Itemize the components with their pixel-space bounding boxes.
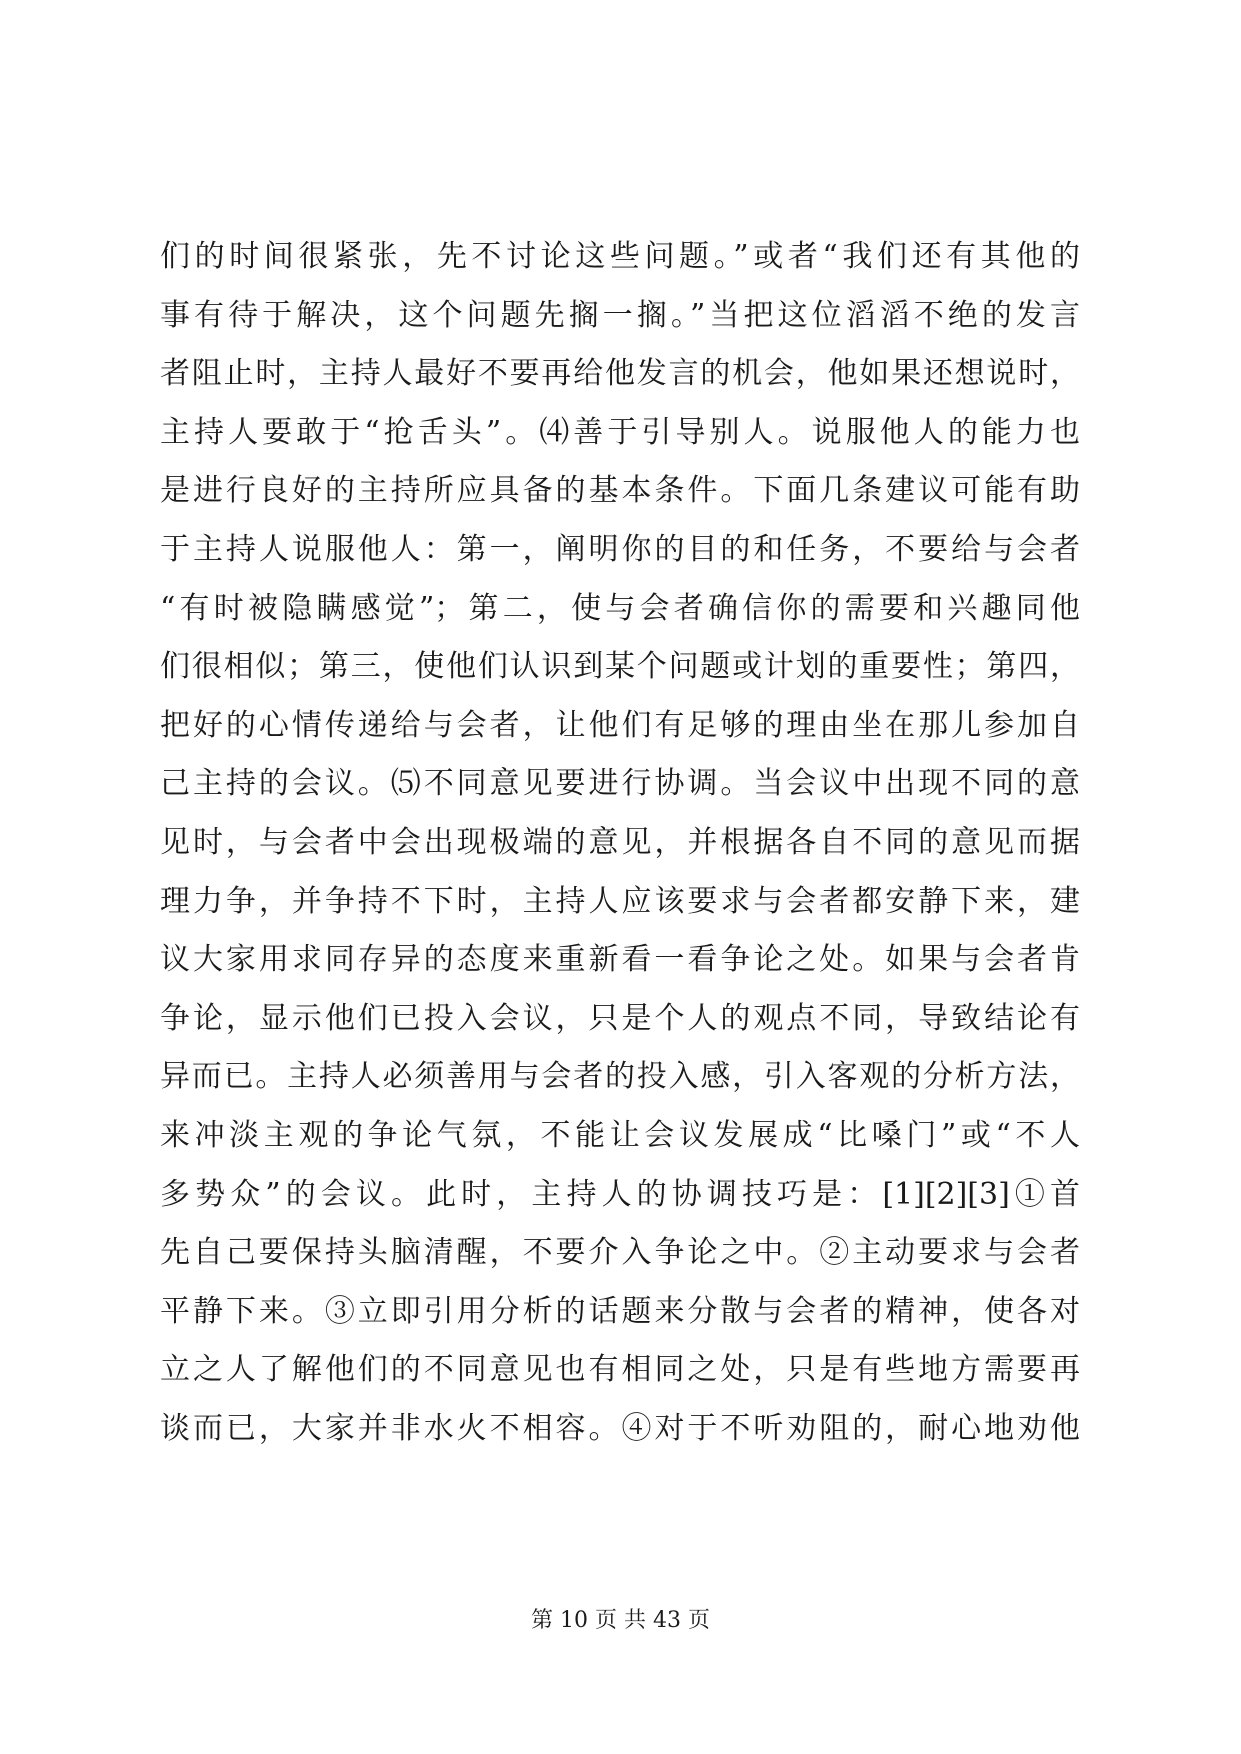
- text-line: 事有待于解决，这个问题先搁一搁。”当把这位滔滔不绝的发言: [160, 297, 1080, 333]
- text-line: 议大家用求同存异的态度来重新看一看争论之处。如果与会者肯: [160, 942, 1080, 978]
- text-line: 先自己要保持头脑清醒，不要介入争论之中。②主动要求与会者: [160, 1235, 1080, 1271]
- text-line: 见时，与会者中会出现极端的意见，并根据各自不同的意见而据: [160, 824, 1080, 860]
- text-line: 于主持人说服他人：第一，阐明你的目的和任务，不要给与会者: [160, 531, 1080, 567]
- text-line: 把好的心情传递给与会者，让他们有足够的理由坐在那儿参加自: [160, 707, 1080, 743]
- body-text: [160, 228, 1080, 1458]
- text-line: 是进行良好的主持所应具备的基本条件。下面几条建议可能有助: [160, 473, 1080, 509]
- text-line: 主持人要敢于“抢舌头”。⑷善于引导别人。说服他人的能力也: [160, 414, 1080, 450]
- text-line: 者阻止时，主持人最好不要再给他发言的机会，他如果还想说时，: [160, 356, 1080, 392]
- text-line: 异而已。主持人必须善用与会者的投入感，引入客观的分析方法，: [160, 1059, 1080, 1095]
- text-line: 多势众”的会议。此时，主持人的协调技巧是：[1][2][3]①首: [160, 1176, 1080, 1212]
- text-line: 己主持的会议。⑸不同意见要进行协调。当会议中出现不同的意: [160, 766, 1080, 802]
- page-footer: 第 10 页 共 43 页: [531, 1608, 710, 1633]
- text-line: “有时被隐瞒感觉”；第二，使与会者确信你的需要和兴趣同他: [160, 590, 1080, 626]
- text-line: 理力争，并争持不下时，主持人应该要求与会者都安静下来，建: [160, 883, 1080, 919]
- text-line: 谈而已，大家并非水火不相容。④对于不听劝阻的，耐心地劝他: [160, 1410, 1080, 1446]
- text-line: 争论，显示他们已投入会议，只是个人的观点不同，导致结论有: [160, 1000, 1080, 1036]
- text-line: 立之人了解他们的不同意见也有相同之处，只是有些地方需要再: [160, 1352, 1080, 1388]
- text-line: 们很相似；第三，使他们认识到某个问题或计划的重要性；第四，: [160, 649, 1080, 685]
- text-line: 平静下来。③立即引用分析的话题来分散与会者的精神，使各对: [160, 1293, 1080, 1329]
- text-line: 来冲淡主观的争论气氛，不能让会议发展成“比嗓门”或“不人: [160, 1117, 1080, 1153]
- text-line: 们的时间很紧张，先不讨论这些问题。”或者“我们还有其他的: [160, 239, 1080, 274]
